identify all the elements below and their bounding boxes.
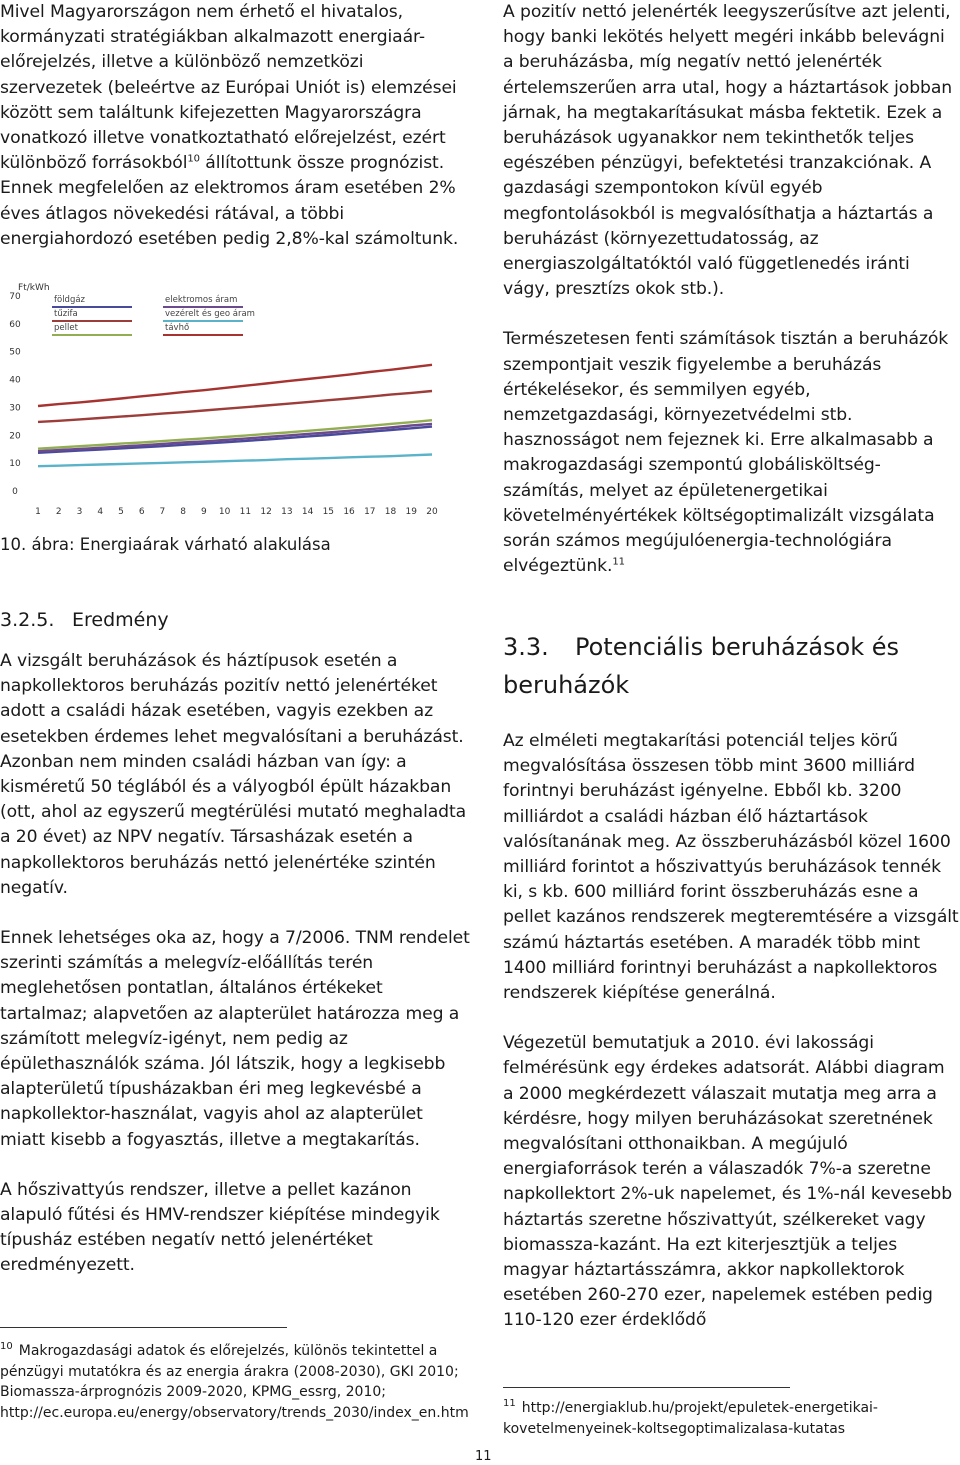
- x-tick-label: 13: [281, 507, 293, 517]
- section-number: 3.2.5.: [0, 609, 55, 631]
- footnote-separator-left: [0, 1327, 287, 1328]
- intro-text-end: állítottunk össze prognózist. Ennek megfelelően az elektromos áram esetében 2% éves átlagos növekedési rátával, a többi energiahordozó esetében pedig 2,8%-kal számoltunk.: [0, 153, 459, 249]
- footnote-text: Makrogazdasági adatok és előrejelzés, különös tekintettel a pénzügyi mutatókra és az energia árakra (2008-2030), GKI 2010; Biomassza-árprognózis 2009-2020, KPMG_essrg, 2010; http://ec.europa.eu/energy/observatory/trends_2030/index_en.htm: [0, 1343, 469, 1421]
- x-tick-label: 19: [405, 507, 417, 517]
- npv-paragraph: A pozitív nettó jelenérték leegyszerűsítve azt jelenti, hogy banki lekötés helyett megéri inkább belevágni a beruházásba, míg negatív nettó jelenérték értelemszerűen arra utal, hogy a háztartások jobban járnak, ha megtakarításukat másba fektetik. Ezek a beruházások ugyanakkor nem tekinthetők teljes egészében pénzügyi, befektetési tranzakciónak. A gazdasági szempontokon kívül egyéb megfontolásokból is megvalósíthatja a háztartás a beruházást (környezettudatosság, az energiaszolgáltatóktól való függetlenedés iránti vágy, presztízs okok stb.).: [503, 2, 953, 300]
- intro-text-start: Mivel Magyarországon nem érhető el hivatalos, kormányzati stratégiákban alkalmazott energiaár-előrejelzés, illetve a különböző nemzetközi szervezetek (beleértve az Európai Uniót is) elemzései között sem találtunk kifejezetten Magyarországra vonatkozó illetve vonatkoztatható előrejelzést, ezért különböző forrásokból: [0, 2, 457, 174]
- section-title: Eredmény: [72, 609, 169, 631]
- y-tick-label: 50: [9, 347, 21, 358]
- series-line: [38, 424, 432, 451]
- x-tick-label: 14: [301, 507, 314, 517]
- footnote-number: 10: [0, 1341, 13, 1353]
- x-tick-label: 10: [218, 507, 231, 517]
- footnote-10: [0, 1341, 469, 1423]
- x-tick-label: 1: [35, 507, 41, 517]
- series-lines: [38, 365, 432, 466]
- section-number: 3.3.: [503, 633, 549, 661]
- x-tick-label: 12: [260, 507, 272, 517]
- result-paragraph-1: A vizsgált beruházások és háztípusok esetén a napkollektoros beruházás pozitív nettó jelenértéket adott a családi házak esetében, vagyis ezekben az esetekben érdemes lehet megvalósítani a beruházást. Azonban nem minden családi házban van így: a kisméretű 50 téglából és a vályogból épült házakban (ott, ahol az egyszerű megtérülési mutató meghaladta a 20 évet) az NPV negatív. Társasházak esetén a napkollektoros beruházás nettó jelenértéke szintén negatív.: [0, 651, 467, 898]
- y-tick-label: 70: [9, 292, 21, 302]
- x-tick-label: 18: [384, 507, 397, 517]
- y-tick-label: 0: [12, 487, 18, 497]
- footnote-ref-10[interactable]: 10: [187, 153, 200, 165]
- x-tick-label: 9: [201, 507, 207, 517]
- footnote-link-text[interactable]: http://energiaklub.hu/projekt/epuletek-energetikai-kovetelmenyeinek-koltsegoptimalizalasa-kutatas: [503, 1400, 878, 1437]
- footnote-number: 11: [503, 1398, 516, 1410]
- x-tick-label: 15: [322, 507, 335, 517]
- y-axis-label: Ft/kWh: [18, 283, 50, 293]
- x-tick-label: 16: [343, 507, 355, 517]
- series-line: [38, 391, 432, 422]
- chart-legend: [52, 295, 255, 335]
- x-tick-label: 5: [118, 507, 124, 517]
- x-axis: [35, 507, 438, 517]
- y-tick-label: 20: [9, 431, 21, 442]
- y-tick-label: 60: [9, 319, 21, 330]
- right-body: [503, 729, 960, 1334]
- footnote-11: [503, 1398, 943, 1439]
- x-tick-label: 2: [55, 507, 62, 517]
- legend-label: földgáz: [54, 295, 86, 305]
- legend-label: tűzifa: [54, 309, 78, 319]
- figure-caption: 10. ábra: Energiaárak várható alakulása: [0, 535, 331, 554]
- y-tick-label: 10: [9, 459, 21, 470]
- result-paragraph-2: Ennek lehetséges oka az, hogy a 7/2006. TNM rendelet szerinti számítás a melegvíz-előállítás terén meglehetősen pontatlan, általános értékeket tartalmaz; alapvetően az alapterület határozza meg a számított melegvíz-igényt, nem pedig az épülethasználók száma. Jól látszik, hogy a legkisebb alapterületű típusházakban éri meg legkevésbé a napkollektor-használat, vagyis ahol az alapterület miatt kisebb a fogyasztás, illetve a megtakarítás.: [0, 928, 470, 1150]
- footnote-ref-11[interactable]: 11: [612, 556, 625, 568]
- page-number: 11: [475, 1449, 492, 1464]
- legend-label: távhő: [165, 323, 190, 333]
- series-line: [38, 420, 432, 449]
- section-title: Potenciális beruházások és beruházók: [503, 633, 900, 699]
- left-column: [0, 0, 470, 252]
- legend-label: elektromos áram: [165, 295, 238, 305]
- legend-label: vezérelt és geo áram: [165, 309, 255, 319]
- global-cost-paragraph: [503, 327, 960, 579]
- x-tick-label: 11: [239, 507, 252, 517]
- x-tick-label: 4: [97, 507, 104, 517]
- x-tick-label: 3: [76, 507, 83, 517]
- x-tick-label: 17: [364, 507, 376, 517]
- potential-paragraph: Az elméleti megtakarítási potenciál teljes körű megvalósítása összesen több mint 3600 milliárd forintnyi beruházást igényelne. Ebből kb. 3200 milliárdot a családi házban élő háztartások valósítanának meg. Az összberuházásból közel 1600 milliárd forintot a hőszivattyús beruházások tennék ki, s kb. 600 milliárd forint összberuházás esne a pellet kazános rendszerek megteremtésére a vizsgált számú háztartás esetében. A maradék több mint 1400 milliárd forintnyi beruházást a napkollektoros rendszerek kiépítése generálná.: [503, 731, 959, 1004]
- energy-price-chart: [0, 278, 445, 518]
- intro-paragraph: [0, 0, 470, 252]
- x-tick-label: 8: [180, 507, 187, 517]
- section-heading-3-3: [503, 628, 953, 704]
- x-tick-label: 7: [159, 507, 166, 517]
- legend-label: pellet: [54, 323, 78, 333]
- y-tick-label: 40: [9, 375, 21, 386]
- series-line: [38, 455, 432, 467]
- result-paragraph-3: A hőszivattyús rendszer, illetve a pellet kazánon alapuló fűtési és HMV-rendszer kiépítése mindegyik típusház estében negatív nettó jelenértéket eredményezett.: [0, 1179, 440, 1276]
- x-tick-label: 20: [426, 507, 438, 517]
- footnote-separator-right: [503, 1387, 790, 1388]
- left-body: [0, 649, 470, 1279]
- global-cost-text: Természetesen fenti számítások tisztán a beruházók szempontjait veszik figyelembe a beruházás értékelésekor, és semmilyen egyéb, nemzetgazdasági, környezetvédelmi stb. hasznosságot nem fejeznek ki. Erre alkalmasabb a makrogazdasági szempontú globálisköltség-számítás, melyet az épületenergetikai követelményértékek költségoptimalizált vizsgálata során számos megújulóenergia-technológiára elvégeztünk.: [503, 329, 949, 577]
- series-line: [38, 365, 432, 406]
- x-tick-label: 6: [138, 507, 145, 517]
- survey-paragraph: Végezetül bemutatjuk a 2010. évi lakossági felmérésünk egy érdekes adatsorát. Alábbi diagram a 2000 megkérdezett válaszait mutatja meg arra a kérdésre, hogy milyen beruházásokat szeretnének megvalósítani otthonaikban. A megújuló energiaforrások terén a válaszadók 7%-a szeretne napkollektort 2%-uk napelemet, és 1%-nál kevesebb háztartás szeretne hőszivattyút, szélkereket vagy biomassza-kazánt. Ha ezt kiterjesztjük a teljes magyar háztartásszámra, akkor napkollektorok esetében 260-270 ezer, napelemek estében pedig 110-120 ezer érdeklődő: [503, 1033, 953, 1331]
- y-tick-label: 30: [9, 403, 21, 414]
- section-heading-3-2-5: [0, 606, 169, 634]
- right-column: [503, 0, 960, 579]
